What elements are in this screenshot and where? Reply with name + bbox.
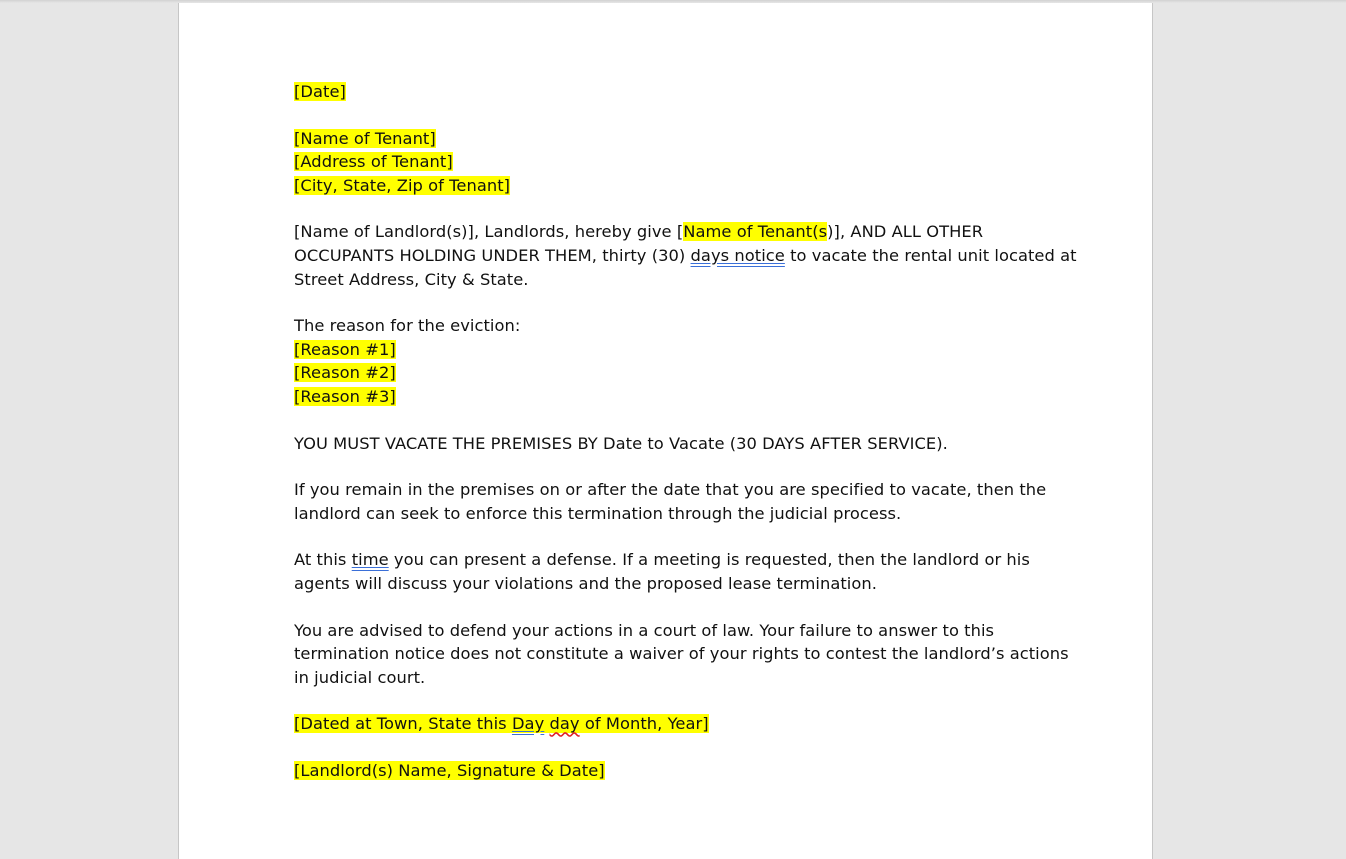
notice-text-end[interactable]: )], AND ALL OTHER xyxy=(827,222,984,242)
date-paragraph[interactable] xyxy=(294,80,1044,104)
notice-text-start[interactable]: [Name of Landlord(s)], Landlords, hereby give [ xyxy=(294,222,684,242)
reason-3-placeholder[interactable]: [Reason #3] xyxy=(294,386,396,406)
notice-tenant-highlight[interactable]: Name of Tenant(s xyxy=(683,222,828,242)
notice-line2-end[interactable]: to vacate the rental unit located at xyxy=(784,245,1077,265)
advised-line-3[interactable]: in judicial court. xyxy=(294,667,426,687)
reason-2-placeholder[interactable]: [Reason #2] xyxy=(294,363,396,383)
reasons-heading[interactable]: The reason for the eviction: xyxy=(294,316,521,336)
signature-paragraph[interactable] xyxy=(294,759,1044,783)
remain-paragraph[interactable] xyxy=(294,478,1047,525)
grammar-flag-day[interactable]: Day xyxy=(511,714,545,734)
tenant-address-block[interactable] xyxy=(294,127,1044,198)
document-page[interactable] xyxy=(178,3,1153,859)
grammar-flag-days-notice[interactable]: days notice xyxy=(690,245,785,265)
remain-line-1[interactable]: If you remain in the premises on or after the date that you are specified to vacate, then the xyxy=(294,480,1047,500)
advised-line-2[interactable]: termination notice does not constitute a waiver of your rights to contest the landlord’s actions xyxy=(294,644,1069,664)
tenant-city-placeholder[interactable]: [City, State, Zip of Tenant] xyxy=(294,175,511,195)
dated-placeholder[interactable] xyxy=(294,714,709,733)
reasons-paragraph[interactable] xyxy=(294,314,1044,408)
notice-line2-start[interactable]: OCCUPANTS HOLDING UNDER THEM, thirty (30) xyxy=(294,245,691,265)
reason-1-placeholder[interactable]: [Reason #1] xyxy=(294,339,396,359)
tenant-address-placeholder[interactable]: [Address of Tenant] xyxy=(294,152,453,172)
vacate-line[interactable]: YOU MUST VACATE THE PREMISES BY Date to Vacate (30 DAYS AFTER SERVICE). xyxy=(294,433,948,453)
remain-line-2[interactable]: landlord can seek to enforce this termination through the judicial process. xyxy=(294,503,902,523)
document-body[interactable] xyxy=(294,80,1077,805)
defense-text-end[interactable]: you can present a defense. If a meeting is requested, then the landlord or his xyxy=(388,550,1030,570)
spelling-flag-day[interactable]: day xyxy=(549,714,580,734)
defense-text-start[interactable]: At this xyxy=(294,550,352,570)
notice-line3[interactable]: Street Address, City & State. xyxy=(294,269,529,289)
dated-text-start[interactable]: [Dated at Town, State this xyxy=(294,714,512,734)
advised-line-1[interactable]: You are advised to defend your actions in a court of law. Your failure to answer to this xyxy=(294,620,995,640)
advised-paragraph[interactable] xyxy=(294,619,1069,690)
vacate-paragraph[interactable] xyxy=(294,432,1044,456)
signature-placeholder[interactable]: [Landlord(s) Name, Signature & Date] xyxy=(294,760,605,780)
date-placeholder[interactable]: [Date] xyxy=(294,82,346,101)
defense-line-2[interactable]: agents will discuss your violations and the proposed lease termination. xyxy=(294,573,877,593)
grammar-flag-time[interactable]: time xyxy=(351,550,389,570)
dated-text-end[interactable]: of Month, Year] xyxy=(579,714,709,734)
dated-paragraph[interactable] xyxy=(294,712,1044,736)
tenant-name-placeholder[interactable]: [Name of Tenant] xyxy=(294,128,436,148)
notice-paragraph[interactable] xyxy=(294,220,1077,291)
defense-paragraph[interactable] xyxy=(294,548,1044,595)
